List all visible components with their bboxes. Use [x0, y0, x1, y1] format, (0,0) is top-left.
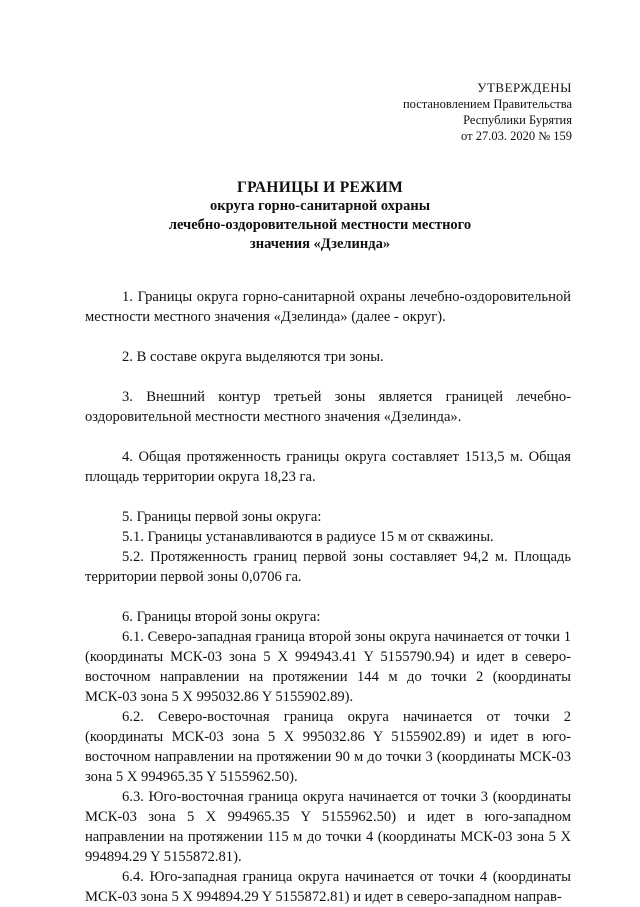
document-body: [85, 287, 571, 907]
spacer: [85, 427, 571, 447]
paragraph-3: 3. Внешний контур третьей зоны является границей лечебно-оздоровительной местности местного значения «Дзелинда».: [85, 389, 571, 425]
approval-title: УТВЕРЖДЕНЫ: [477, 80, 572, 95]
paragraph-1: 1. Границы округа горно-санитарной охраны лечебно-оздоровительной местности местного значения «Дзелинда» (далее - округ).: [85, 289, 571, 325]
paragraph-5-2: 5.2. Протяженность границ первой зоны составляет 94,2 м. Площадь территории первой зоны 0,0706 га.: [85, 549, 571, 585]
heading-line-2: округа горно-санитарной охраны: [209, 198, 431, 214]
paragraph-5-1: 5.1. Границы устанавливаются в радиусе 15 м от скважины.: [122, 529, 494, 545]
approval-line-2: Республики Бурятия: [463, 113, 572, 127]
heading-line-4: значения «Дзелинда»: [249, 236, 391, 252]
paragraph-4: 4. Общая протяженность границы округа составляет 1513,5 м. Общая площадь территории округа 18,23 га.: [85, 449, 571, 485]
paragraph-6-2: 6.2. Северо-восточная граница округа начинается от точки 2 (координаты МСК-03 зона 5 X 995032.86 Y 5155902.89) и идет в юго-восточном направлении на протяжении 90 м до точки 3 (координаты МСК-03 зона 5 X 994965.35 Y 5155962.50).: [85, 709, 571, 785]
approval-line-3: от 27.03. 2020 № 159: [461, 129, 572, 143]
spacer: [85, 587, 571, 607]
approval-block: [403, 80, 572, 144]
paragraph-6: 6. Границы второй зоны округа:: [122, 609, 321, 625]
spacer: [85, 367, 571, 387]
paragraph-5: 5. Границы первой зоны округа:: [122, 509, 322, 525]
paragraph-6-3: 6.3. Юго-восточная граница округа начинается от точки 3 (координаты МСК-03 зона 5 X 994965.35 Y 5155962.50) и идет в юго-западном направлении на протяжении 115 м до точки 4 (координаты МСК-03 зона 5 X 994894.29 Y 5155872.81).: [85, 789, 571, 865]
document-heading: [0, 178, 640, 254]
paragraph-2: 2. В составе округа выделяются три зоны.: [122, 349, 384, 365]
spacer: [85, 487, 571, 507]
paragraph-6-4: 6.4. Юго-западная граница округа начинается от точки 4 (координаты МСК-03 зона 5 X 994894.29 Y 5155872.81) и идет в северо-западном направ-: [85, 869, 571, 905]
heading-title: ГРАНИЦЫ И РЕЖИМ: [236, 179, 404, 196]
paragraph-6-1: 6.1. Северо-западная граница второй зоны округа начинается от точки 1 (координаты МСК-03 зона 5 X 994943.41 Y 5155790.94) и идет в северо-восточном направлении на протяжении 144 м до точки 2 (координаты МСК-03 зона 5 X 995032.86 Y 5155902.89).: [85, 629, 571, 705]
spacer: [85, 327, 571, 347]
approval-line-1: постановлением Правительства: [402, 97, 572, 111]
heading-line-3: лечебно-оздоровительной местности местного: [168, 217, 472, 233]
